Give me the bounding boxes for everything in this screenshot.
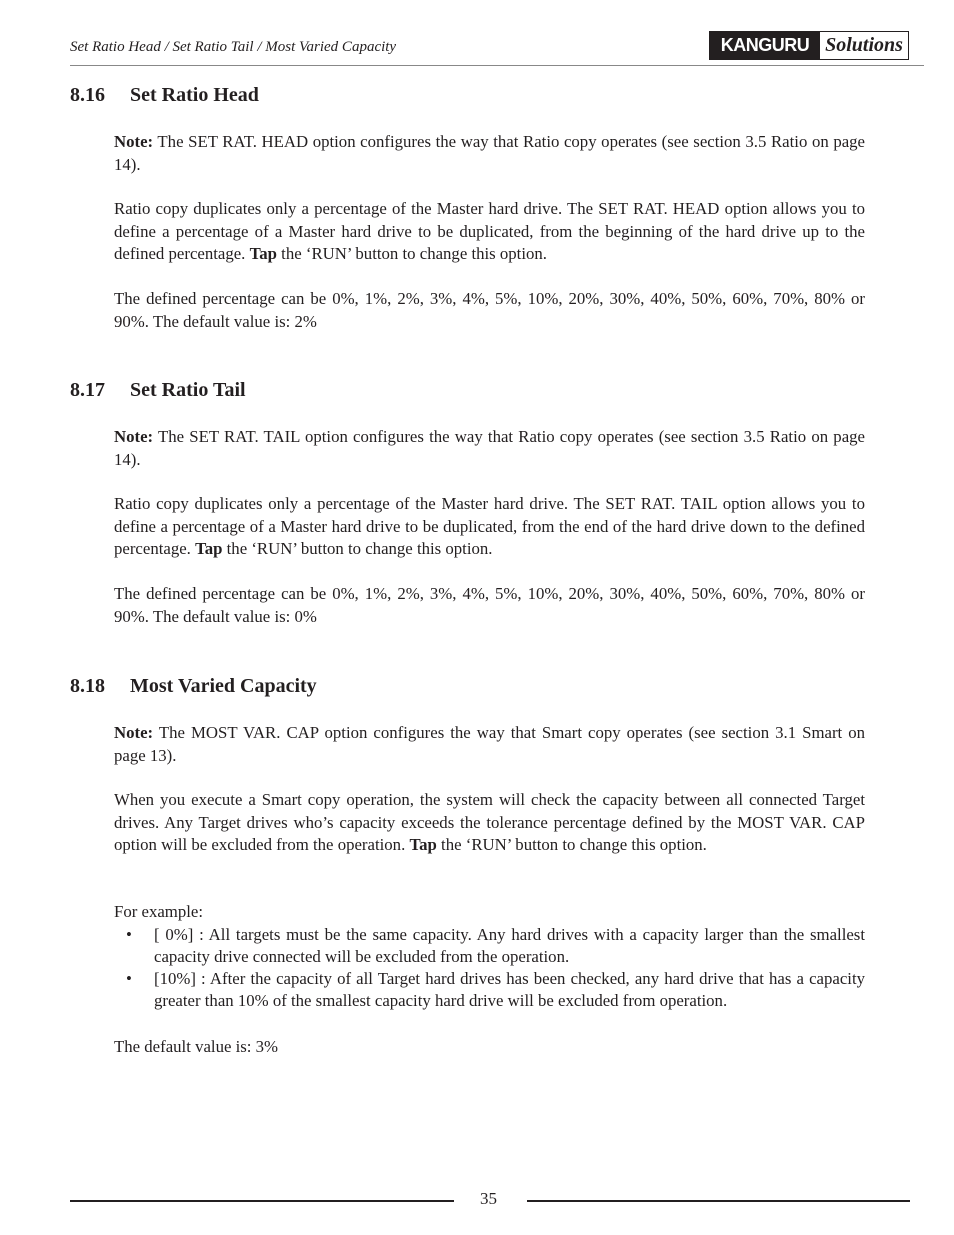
list-item: • [10%] : After the capacity of all Target hard drives has been checked, any hard drive that has a capacity greater than 10% of the smallest capacity hard drive will be excluded from operation. — [114, 968, 865, 1012]
description-paragraph — [114, 493, 865, 561]
footer-rule-left — [70, 1200, 454, 1202]
logo-kanguru-text: KANGURU — [710, 32, 820, 59]
note-text: The SET RAT. TAIL option configures the way that Ratio copy operates (see section 3.5 Ratio on page 14). — [114, 427, 865, 469]
list-item: • [ 0%] : All targets must be the same capacity. Any hard drives with a capacity larger than the smallest capacity drive connected will be excluded from the operation. — [114, 924, 865, 968]
footer-rule-right — [527, 1200, 910, 1202]
tap-emphasis: Tap — [249, 244, 277, 263]
tap-emphasis: Tap — [409, 835, 437, 854]
header-divider — [70, 65, 924, 66]
note-label: Note: — [114, 132, 154, 151]
section-heading-8-17 — [70, 379, 246, 402]
percentage-paragraph: The defined percentage can be 0%, 1%, 2%, 3%, 4%, 5%, 10%, 20%, 30%, 40%, 50%, 60%, 70%, 80% or 90%. The default value is: 2% — [114, 289, 865, 331]
running-header-title: Set Ratio Head / Set Ratio Tail / Most Varied Capacity — [70, 39, 397, 55]
section-number: 8.16 — [70, 84, 105, 106]
section-number: 8.18 — [70, 675, 105, 697]
example-label: For example: — [114, 902, 204, 921]
section-heading-8-18 — [70, 675, 317, 698]
section-heading-8-16 — [70, 84, 259, 107]
note-paragraph — [114, 426, 865, 471]
description-paragraph — [114, 198, 865, 266]
section-title: Most Varied Capacity — [130, 675, 317, 697]
section-number: 8.17 — [70, 379, 105, 401]
note-label: Note: — [114, 427, 154, 446]
section-title: Set Ratio Head — [130, 84, 259, 106]
description-tail: the ‘RUN’ button to change this option. — [276, 244, 547, 263]
note-paragraph — [114, 131, 865, 176]
note-text: The MOST VAR. CAP option configures the way that Smart copy operates (see section 3.1 Smart on page 13). — [114, 723, 865, 765]
kanguru-logo — [709, 31, 909, 60]
note-label: Note: — [114, 723, 154, 742]
section-title: Set Ratio Tail — [130, 379, 246, 401]
description-text: When you execute a Smart copy operation, the system will check the capacity between all connected Target drives. Any Target drives who’s capacity exceeds the tolerance percentage defined by the MOST VAR. CAP option will be excluded from the operation. — [114, 790, 865, 854]
description-text: Ratio copy duplicates only a percentage of the Master hard drive. The SET RAT. TAIL option allows you to define a percentage of a Master hard drive to be duplicated, from the end of the hard drive down to the defined percentage. — [114, 494, 865, 558]
note-paragraph — [114, 722, 865, 767]
description-tail: the ‘RUN’ button to change this option. — [436, 835, 707, 854]
logo-solutions-text: Solutions — [825, 34, 903, 56]
description-paragraph — [114, 789, 865, 857]
example-list — [114, 924, 865, 1012]
description-tail: the ‘RUN’ button to change this option. — [222, 539, 493, 558]
page-number: 35 — [480, 1189, 497, 1208]
description-text: Ratio copy duplicates only a percentage of the Master hard drive. The SET RAT. HEAD option allows you to define a percentage of a Master hard drive to be duplicated, from the beginning of the hard drive up to the defined percentage. — [114, 199, 865, 263]
tap-emphasis: Tap — [195, 539, 223, 558]
note-text: The SET RAT. HEAD option configures the way that Ratio copy operates (see section 3.5 Ratio on page 14). — [114, 132, 865, 174]
percentage-paragraph: The defined percentage can be 0%, 1%, 2%, 3%, 4%, 5%, 10%, 20%, 30%, 40%, 50%, 60%, 70%, 80% or 90%. The default value is: 0% — [114, 584, 865, 626]
default-value-text: The default value is: 3% — [114, 1037, 279, 1056]
